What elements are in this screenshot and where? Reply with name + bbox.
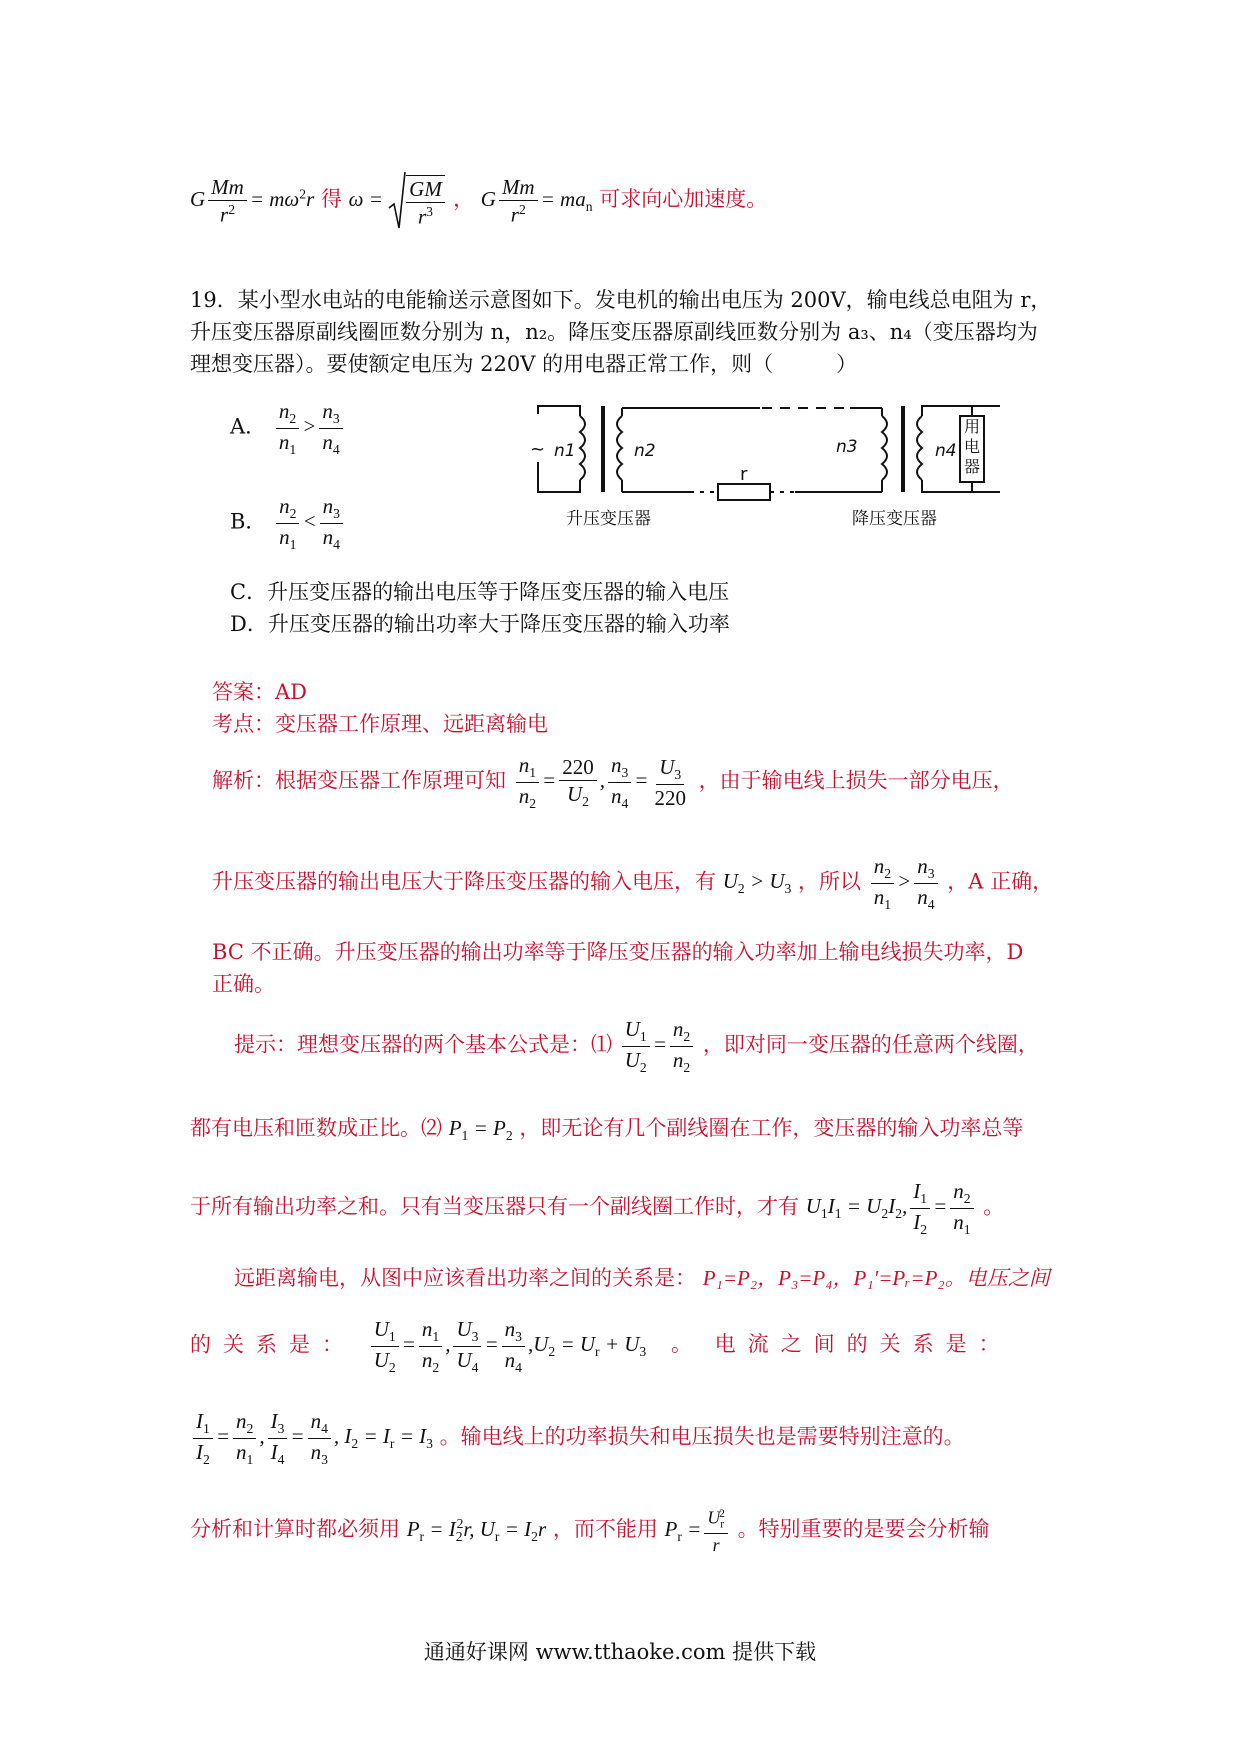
- sqrt-icon: [388, 170, 406, 232]
- hint-line-4: 远距离输电，从图中应该看出功率之间的关系是： P₁=P₂，P₃=P₄，P₁′=Pᵣ=P₂。电压之间: [234, 1266, 1050, 1290]
- question-19-line-2: 升压变压器原副线圈匝数分别为 n，n₂。降压变压器原副线匝数分别为 a₃、n₄（变压器均为: [190, 320, 1038, 344]
- analysis-line-4: 正确。: [212, 972, 275, 996]
- transmission-diagram: [530, 400, 1010, 532]
- label-r: r: [740, 464, 748, 485]
- hint-line-6: $\frac{I_1}{I_2}$ = $\frac{n_2}{n_1}$ , $\frac{I_3}{I_4}$ = $\frac{n_4}{n_3}$ , $I_2 = I_r = I_3$ 。输电线上的功率损失和电压损失也是需要特别注意的。: [190, 1410, 965, 1467]
- label-n2: n2: [634, 441, 656, 461]
- analysis-line-1: 解析：根据变压器工作原理可知 $\frac{n_1}{n_2}$ = $\frac{220}{U_2}$ , $\frac{n_3}{n_4}$ = $\frac{U_3}{220}$ ，由于输电线上损失一部分电压，: [212, 753, 1014, 811]
- step-down-label: 降压变压器: [852, 509, 937, 529]
- label-n3: n3: [836, 437, 858, 457]
- formula-text-comma: ，: [453, 186, 475, 211]
- analysis-line-2: 升压变压器的输出电压大于降压变压器的输入电压，有 $U_2 > U_3$ ，所以 $\frac{n_2}{n_1}$ > $\frac{n_3}{n_4}$ ，A 正确，: [212, 854, 1054, 912]
- answer-line: 答案：AD: [212, 680, 308, 704]
- step-up-label: 升压变压器: [566, 509, 651, 529]
- formula-text-de: 得: [320, 186, 342, 211]
- load-label: 用电器: [963, 417, 981, 476]
- option-c: C．升压变压器的输出电压等于降压变压器的输入电压: [230, 580, 730, 604]
- option-a: A． $\frac{n_2}{n_1}$ > $\frac{n_3}{n_4}$: [230, 400, 346, 457]
- hint-line-5: 的关系是： $\frac{U_1}{U_2}$ = $\frac{n_1}{n_2}$ , $\frac{U_3}{U_4}$ = $\frac{n_3}{n_4}$ $,U_2 = U_r + U_3$ 。 电流之间的关系是：: [190, 1317, 1012, 1375]
- ac-source-label: ~: [530, 439, 546, 460]
- gravity-formula-line: G $\frac{Mm}{r^2}$ = $m\omega^2r$ 得 ω = $\frac{GM}{r^3}$ ， G $\frac{Mm}{r^2}$ = $ma_n$ 可求向心加速度。: [190, 170, 767, 232]
- key-point-line: 考点：变压器工作原理、远距离输电: [212, 712, 548, 736]
- formula-text-centripetal: 可求向心加速度。: [599, 186, 768, 211]
- label-n1: n1: [554, 441, 576, 461]
- hint-line-1: 提示：理想变压器的两个基本公式是：⑴ $\frac{U_1}{U_2}$ = $\frac{n_2}{n_2}$ ，即对同一变压器的任意两个线圈，: [234, 1017, 1039, 1075]
- question-19-line-3: 理想变压器）。要使额定电压为 220V 的用电器正常工作，则（ ）: [190, 352, 858, 376]
- option-d: D．升压变压器的输出功率大于降压变压器的输入功率: [230, 612, 730, 636]
- page-footer: 通通好课网 www.tthaoke.com 提供下载: [423, 1640, 817, 1664]
- hint-line-7: 分析和计算时都必须用 $P_r = I_2^2r$, $U_r = I_2r$ ，而不能用 $P_r$ = $\frac{U_r^2}{r}$ 。特别重要的是要会分析输: [190, 1507, 990, 1555]
- option-b: B． $\frac{n_2}{n_1}$ < $\frac{n_3}{n_4}$: [230, 495, 346, 552]
- question-19-line-1: 19．某小型水电站的电能输送示意图如下。发电机的输出电压为 200V，输电线总电阻为 r，: [190, 288, 1052, 312]
- analysis-line-3: BC 不正确。升压变压器的输出功率等于降压变压器的输入功率加上输电线损失功率，D: [212, 940, 1024, 964]
- hint-line-3: 于所有输出功率之和。只有当变压器只有一个副线圈工作时，才有 $U_1I_1 = U_2I_2$, $\frac{I_1}{I_2}$ = $\frac{n_2}{n_1}$ 。: [190, 1179, 1005, 1237]
- hint-line-2: 都有电压和匝数成正比。⑵ $P_1 = P_2$ ，即无论有几个副线圈在工作，变压器的输入功率总等: [190, 1116, 1024, 1143]
- label-n4: n4: [935, 441, 957, 461]
